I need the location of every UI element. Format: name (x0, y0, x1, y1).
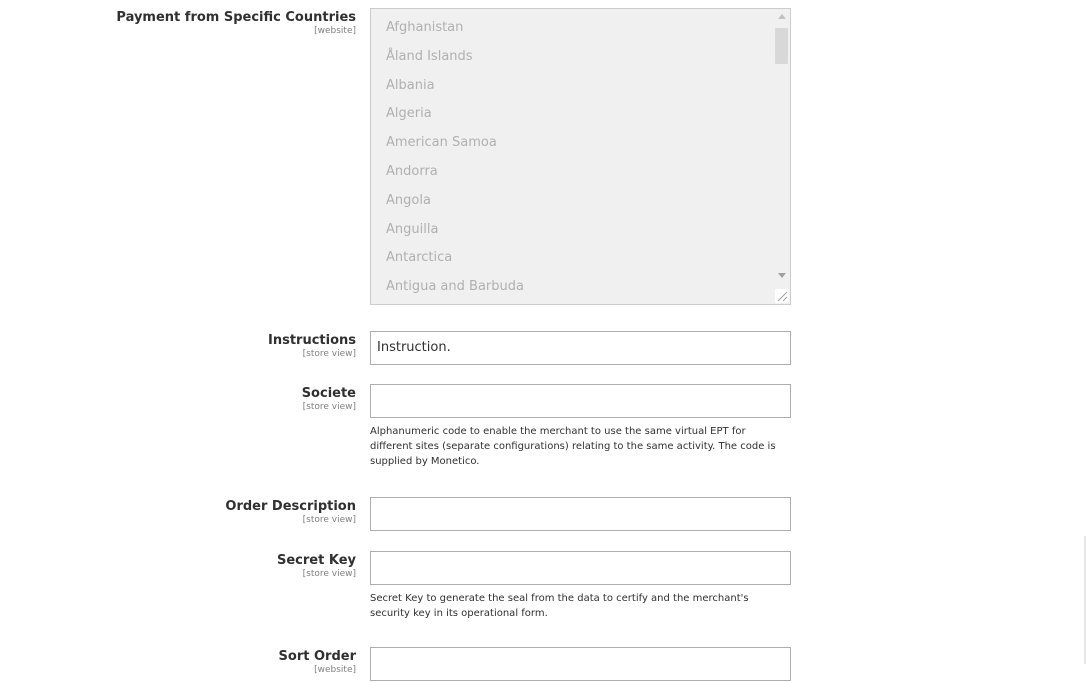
order-description-input[interactable] (370, 497, 791, 531)
country-option[interactable]: Åland Islands (386, 48, 473, 64)
secret-key-field (370, 551, 791, 621)
payment-countries-multiselect[interactable] (370, 8, 791, 305)
country-option[interactable]: Afghanistan (386, 20, 464, 35)
scroll-down-arrow-icon[interactable] (778, 273, 786, 278)
payment-countries-scope: [website] (314, 26, 356, 36)
country-option[interactable]: Antarctica (386, 250, 453, 266)
multiselect-scrollbar[interactable] (773, 9, 790, 304)
secret-key-scope: [store view] (302, 569, 356, 579)
societe-note: Alphanumeric code to enable the merchant to use the same virtual EPT for different sites (separate configurations) relating to the same activity. The code is supplied by Monetico. (370, 426, 776, 467)
page-scrollbar-edge (1084, 536, 1086, 664)
societe-scope: [store view] (302, 402, 356, 412)
societe-input[interactable] (370, 384, 791, 418)
order-description-label-group (0, 499, 356, 526)
secret-key-label: Secret Key (277, 553, 356, 568)
sort-order-field (370, 647, 791, 681)
secret-key-note: Secret Key to generate the seal from the data to certify and the merchant's security key in its operational form. (370, 593, 749, 619)
country-option[interactable]: Andorra (386, 163, 438, 179)
instructions-input[interactable]: Instruction. (370, 331, 791, 365)
societe-label: Societe (301, 386, 356, 401)
instructions-label-group (0, 333, 356, 360)
order-description-label: Order Description (225, 499, 356, 514)
payment-countries-label: Payment from Specific Countries (116, 10, 356, 25)
resize-handle-icon[interactable] (775, 289, 789, 303)
societe-field (370, 384, 791, 469)
secret-key-input[interactable] (370, 551, 791, 585)
societe-label-group (0, 386, 356, 413)
secret-key-label-group (0, 553, 356, 580)
country-option[interactable]: Algeria (386, 106, 432, 122)
order-description-field (370, 497, 791, 531)
order-description-scope: [store view] (302, 515, 356, 525)
sort-order-scope: [website] (314, 665, 356, 675)
country-options-list (371, 14, 771, 302)
sort-order-input[interactable] (370, 647, 791, 681)
country-option[interactable]: Anguilla (386, 221, 439, 237)
instructions-label: Instructions (267, 333, 356, 348)
country-option[interactable]: Antigua and Barbuda (386, 279, 524, 295)
instructions-field (370, 331, 791, 365)
instructions-scope: [store view] (302, 349, 356, 359)
scrollbar-thumb[interactable] (775, 28, 788, 64)
sort-order-label: Sort Order (278, 649, 356, 664)
sort-order-label-group (0, 649, 356, 676)
country-option[interactable]: Angola (386, 192, 431, 208)
payment-countries-label-group (0, 10, 356, 37)
country-option[interactable]: American Samoa (386, 135, 497, 151)
scroll-up-arrow-icon[interactable] (778, 14, 786, 19)
country-option[interactable]: Albania (386, 77, 435, 93)
